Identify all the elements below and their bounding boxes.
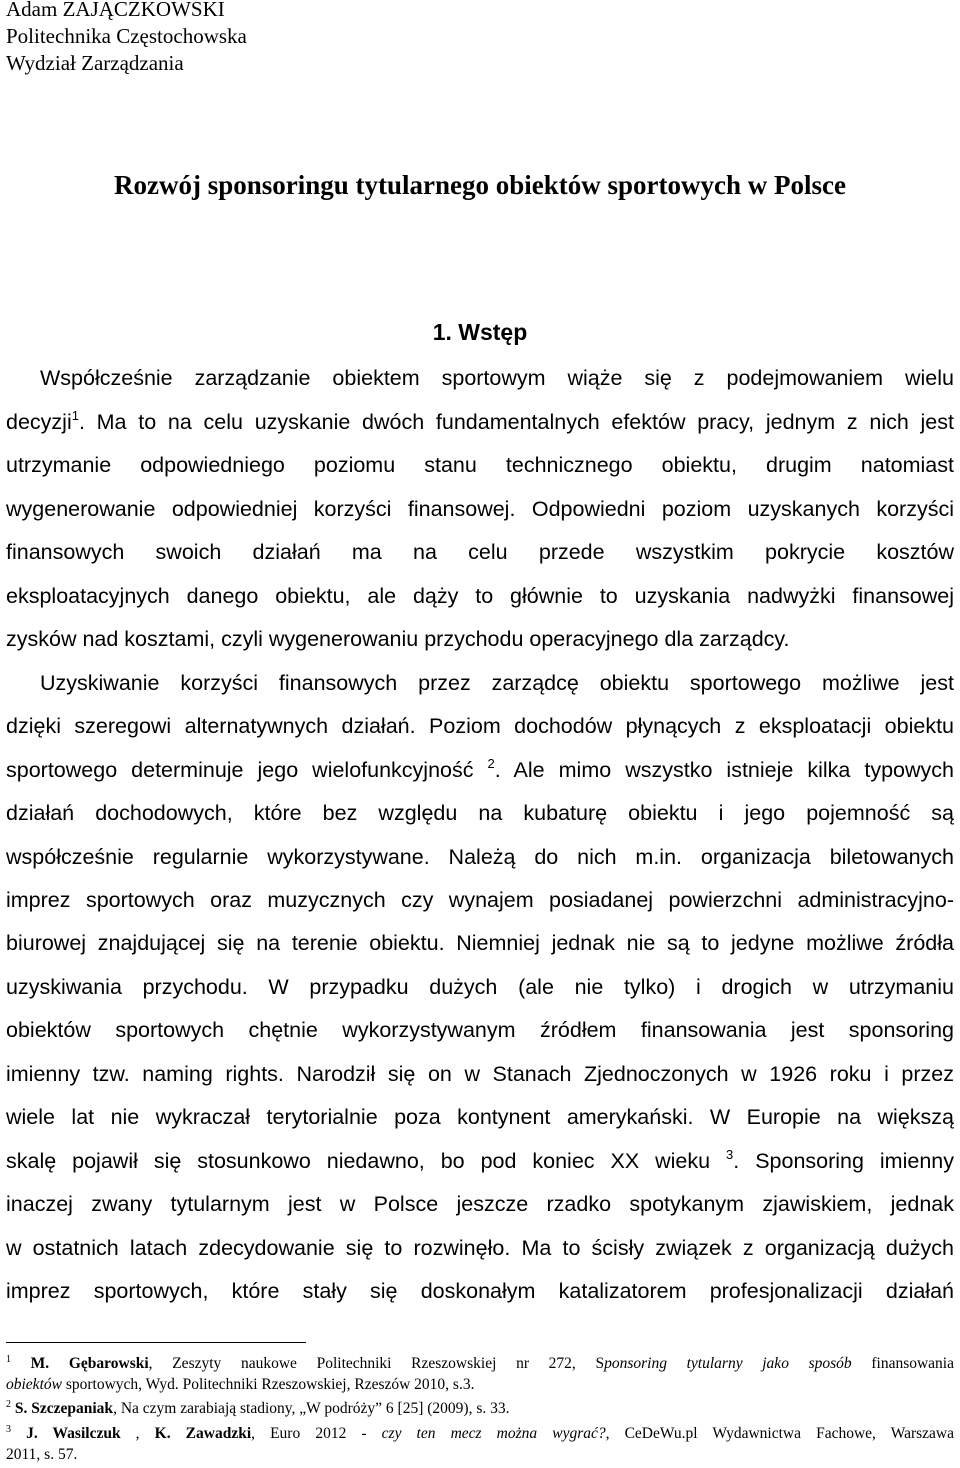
footnote-3-cont: 2011, s. 57. [6,1446,78,1463]
body-line: współcześnie regularnie wykorzystywane. Należą do nich m.in. organizacja biletowanych [6,845,954,869]
footnote-separator [6,1342,306,1343]
department-name: Wydział Zarządzania [6,51,184,75]
body-line: w ostatnich latach zdecydowanie się to rozwinęło. Ma to ścisły związek z organizacją dużych [6,1236,954,1260]
body-line: zysków nad kosztami, czyli wygenerowaniu przychodu operacyjnego dla zarządcy. [6,627,790,651]
body-line: biurowej znajdującej się na terenie obiektu. Niemniej jednak nie są to jedyne możliwe źródła [6,931,954,955]
body-line: wygenerowanie odpowiedniej korzyści finansowej. Odpowiedni poziom uzyskanych korzyści [6,497,954,521]
body-line: obiektów sportowych chętnie wykorzystywanym źródłem finansowania jest sponsoring [6,1018,954,1042]
paper-title: Rozwój sponsoringu tytularnego obiektów sportowych w Polsce [114,170,846,200]
body-line: skalę pojawił się stosunkowo niedawno, bo pod koniec XX wieku $^3$. Sponsoring imienny [6,1147,954,1173]
body-line: działań dochodowych, które bez względu na kubaturę obiektu i jego pojemność są [6,801,954,825]
body-line: uzyskiwania przychodu. W przypadku dużych (ale nie tylko) i drogich w utrzymaniu [6,975,954,999]
body-line: eksploatacyjnych danego obiektu, ale dąży to głównie to uzyskania nadwyżki finansowej [6,584,954,608]
body-line: imienny tzw. naming rights. Narodził się on w Stanach Zjednoczonych w 1926 roku i przez [6,1062,954,1086]
footnote-ref-3[interactable]: 3 [726,1147,734,1162]
footnote-ref-1[interactable]: 1 [71,408,79,423]
footnote-1: $^1$ M. Gębarowski, Zeszyty naukowe Politechniki Rzeszowskiej nr 272, Sponsoring tytularny jako sposób finansowania [6,1354,954,1372]
body-line: Współcześnie zarządzanie obiektem sportowym wiąże się z podejmowaniem wielu [40,366,954,390]
body-line: wiele lat nie wykraczał terytorialnie poza kontynent amerykański. W Europie na większą [6,1105,954,1129]
body-line: imprez sportowych, które stały się doskonałym katalizatorem profesjonalizacji działań [6,1279,954,1303]
body-line: Uzyskiwanie korzyści finansowych przez zarządcę obiektu sportowego możliwe jest [40,671,954,695]
footnote-2: $^2$ S. Szczepaniak, Na czym zarabiają stadiony, „W podróży” 6 [25] (2009), s. 33. [6,1399,510,1417]
body-line: finansowych swoich działań ma na celu przede wszystkim pokrycie kosztów [6,540,954,564]
body-line: decyzji$^1$. Ma to na celu uzyskanie dwóch fundamentalnych efektów pracy, jednym z nich jest [6,408,954,434]
body-line: dzięki szeregowi alternatywnych działań. Poziom dochodów płynących z eksploatacji obiektu [6,714,954,738]
footnote-3: $^3$ J. Wasilczuk , K. Zawadzki, Euro 2012 - czy ten mecz można wygrać?, CeDeWu.pl Wydawnictwa Fachowe, Warszawa [6,1424,955,1442]
author-block [6,0,247,77]
body-line: inaczej zwany tytularnym jest w Polsce jeszcze rzadko spotykanym zjawiskiem, jednak [6,1192,954,1216]
author-name: Adam ZAJĄCZKOWSKI [6,0,225,21]
section-heading: 1. Wstęp [432,319,528,345]
body-line: imprez sportowych oraz muzycznych czy wynajem posiadanej powierzchni administracyjno- [6,888,954,912]
institution-name: Politechnika Częstochowska [6,24,247,48]
body-line: utrzymanie odpowiedniego poziomu stanu technicznego obiektu, drugim natomiast [6,453,954,477]
footnote-1-cont: obiektów sportowych, Wyd. Politechniki Rzeszowskiej, Rzeszów 2010, s.3. [6,1376,475,1393]
footnote-ref-2[interactable]: 2 [487,756,495,771]
body-line: sportowego determinuje jego wielofunkcyjność $^2$. Ale mimo wszystko istnieje kilka typowych [6,756,954,782]
